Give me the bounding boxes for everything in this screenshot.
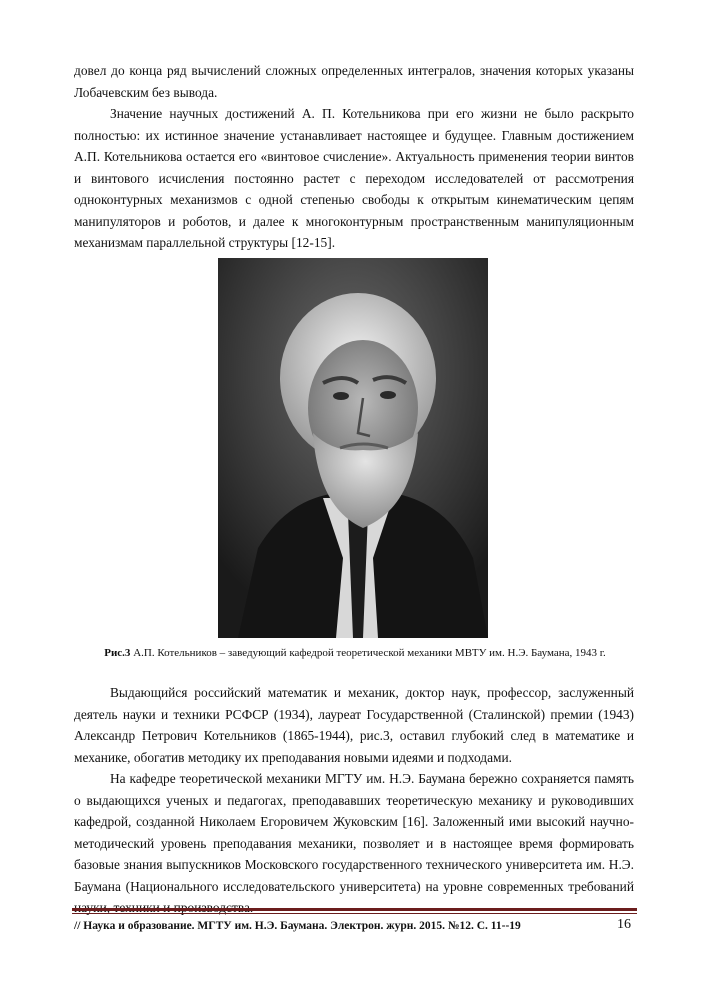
paragraph: Выдающийся российский математик и механик, доктор наук, профессор, заслуженный деятель науки и техники РСФСР (1934), лауреат Государственной (Сталинской) премии (1943) Александр Петрович Котельников (1865-1944), рис.3, оставил глубокий след в математике и механике, обогатив методику их преподавания новыми идеями и подходами. bbox=[74, 685, 634, 765]
footer-divider bbox=[72, 908, 637, 911]
figure-label: Рис.3 bbox=[104, 647, 131, 659]
journal-reference: // Наука и образование. МГТУ им. Н.Э. Баумана. Электрон. журн. 2015. №12. С. 11--19 bbox=[74, 920, 521, 932]
figure-caption-text: А.П. Котельников – заведующий кафедрой теоретической механики МВТУ им. Н.Э. Баумана, 1943 г. bbox=[130, 647, 606, 659]
figure-caption bbox=[60, 646, 650, 660]
footer-divider-thin bbox=[72, 913, 637, 914]
page-number: 16 bbox=[617, 917, 631, 932]
body-text-bottom bbox=[74, 682, 634, 919]
paragraph: На кафедре теоретической механики МГТУ им. Н.Э. Баумана бережно сохраняется память о выдающихся ученых и педагогах, преподававших теоретическую механику и руководивших кафедрой, созданной Николаем Егоровичем Жуковским [16]. Заложенный ими высокий научно-методический уровень преподавания механики, позволяет и в настоящее время формировать базовые знания выпускников Московского государственного технического университета им. Н.Э. Баумана (Национального исследовательского университета) на уровне современных требований bbox=[74, 771, 634, 894]
portrait-photo bbox=[218, 258, 488, 638]
portrait-image bbox=[218, 258, 488, 638]
paragraph: Значение научных достижений А. П. Котельникова при его жизни не было раскрыто полностью: их истинное значение устанавливает настоящее и будущее. Главным достижением А.П. Котельникова остается его «винтовое счисление». Актуальность применения теории винтов и винтового исчисления постоянно растет с переходом исследователей от рассмотрения одноконтурных механизмов с одной степенью свободы к открытым кинематическим цепям манипуляторов и роботов, и далее к многоконтурным пространственным манипуляционным механизмам параллельной структуры [12-15]. bbox=[74, 106, 634, 250]
paragraph: довел до конца ряд вычислений сложных определенных интегралов, значения которых указаны Лобачевским без вывода. bbox=[74, 63, 634, 100]
body-text-top bbox=[74, 60, 634, 254]
